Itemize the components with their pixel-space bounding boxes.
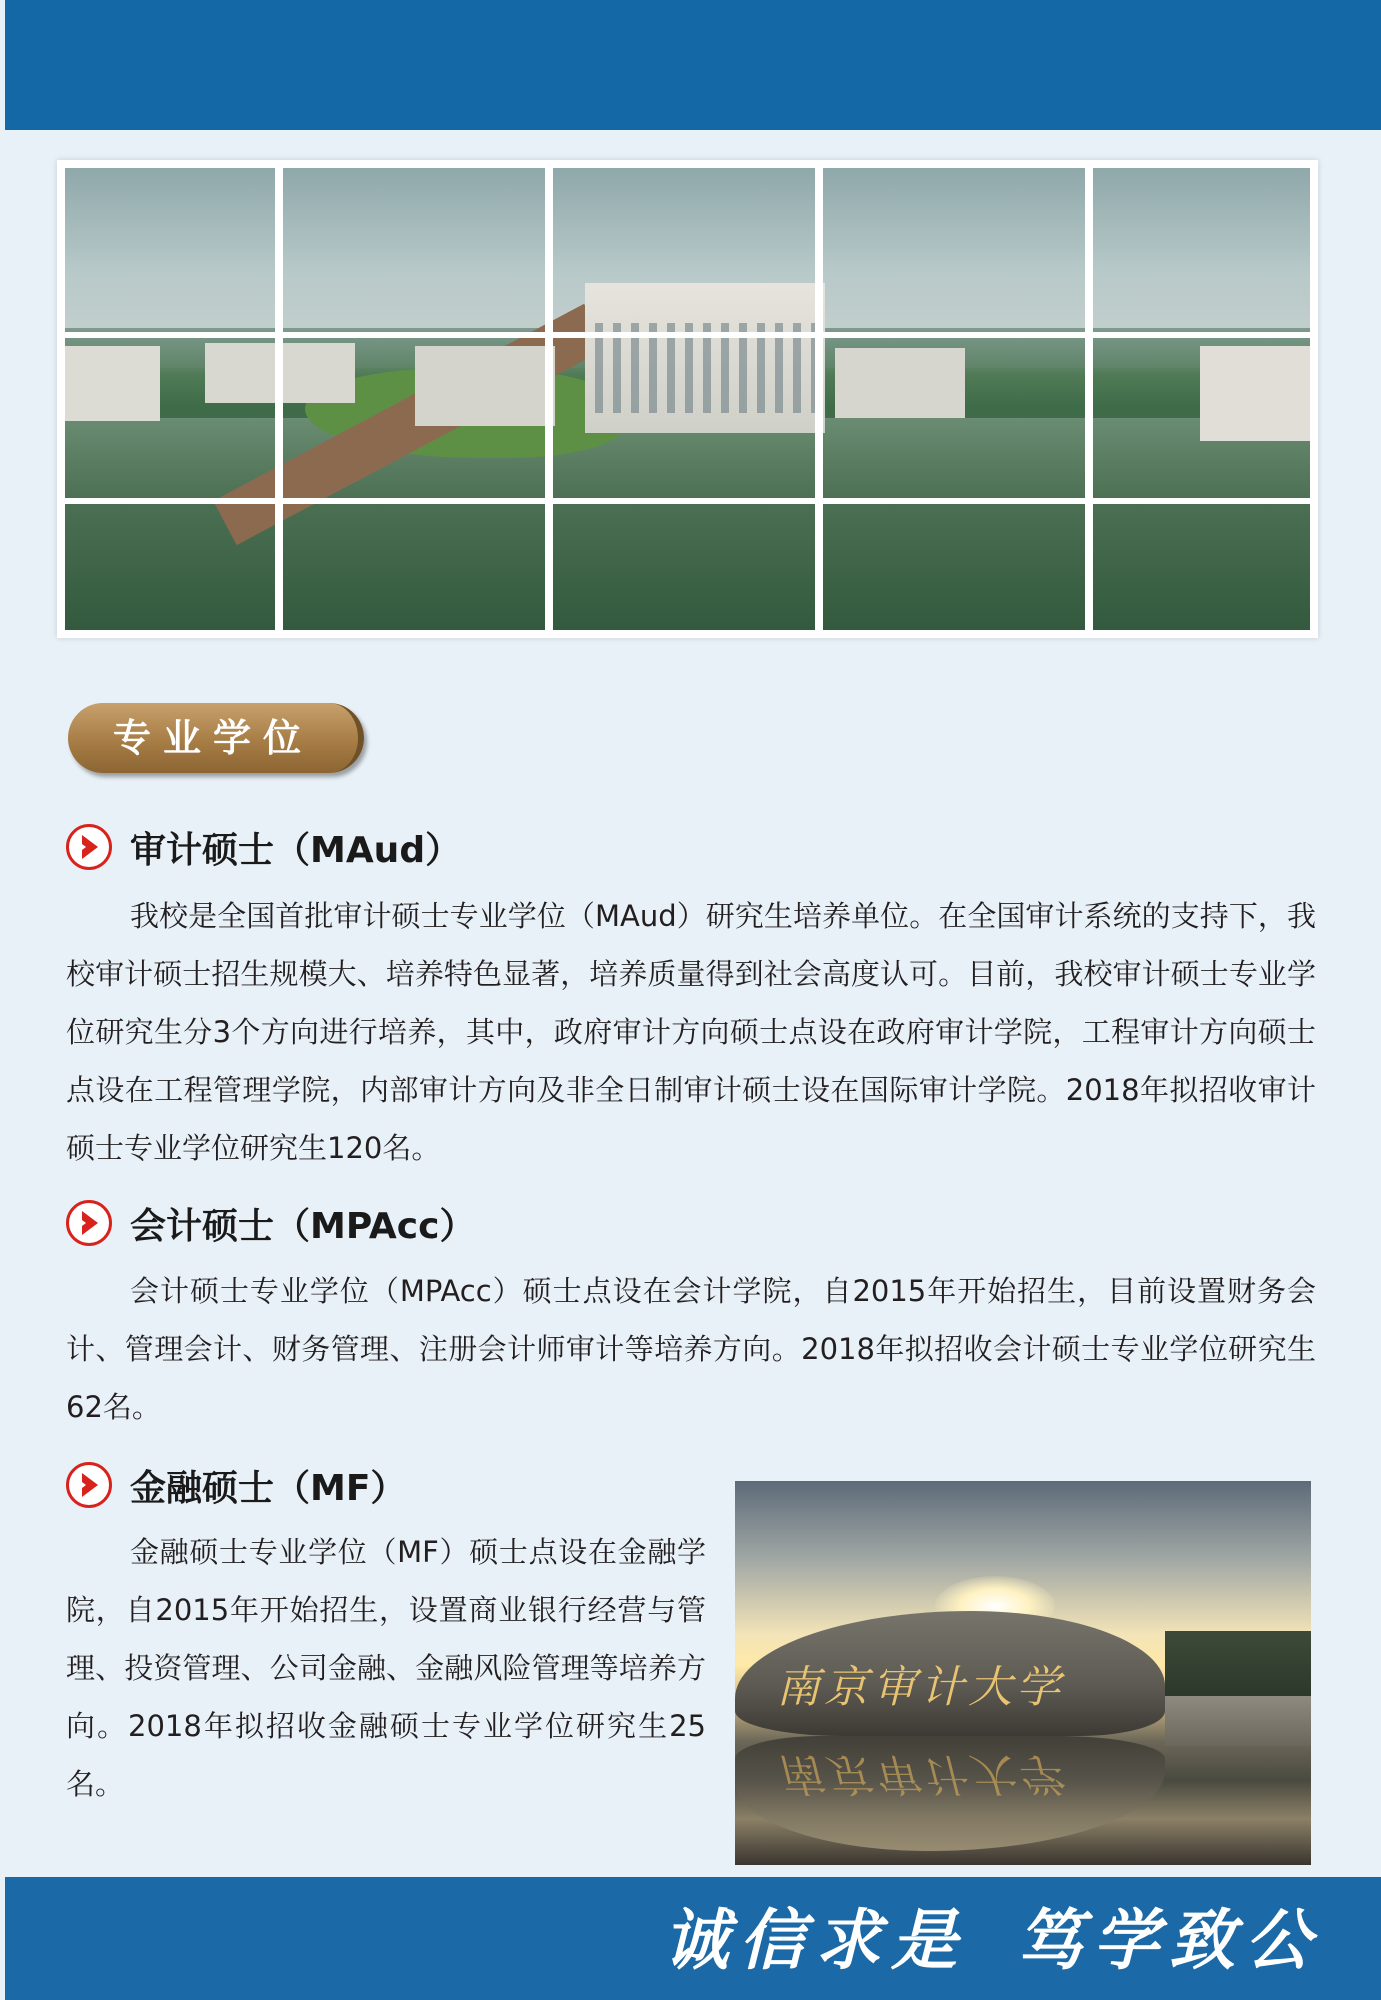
top-banner xyxy=(5,0,1381,130)
program-title: 会计硕士（MPAcc） xyxy=(130,1205,476,1247)
arrow-circle-icon xyxy=(66,1200,112,1246)
motto-part-1: 诚信求是 xyxy=(663,1901,967,1979)
program-description: 金融硕士专业学位（MF）硕士点设在金融学院，自2015年开始招生，设置商业银行经营与管理、投资管理、公司金融、金融风险管理等培养方向。2018年拟招收金融硕士专业学位研究生25名。 xyxy=(66,1535,706,1801)
arrow-circle-icon xyxy=(66,1462,112,1508)
motto-part-2: 笃学致公 xyxy=(1017,1901,1321,1979)
program-description: 我校是全国首批审计硕士专业学位（MAud）研究生培养单位。在全国审计系统的支持下，我校审计硕士招生规模大、培养特色显著，培养质量得到社会高度认可。目前，我校审计硕士专业学位研究生分3个方向进行培养，其中，政府审计方向硕士点设在政府审计学院，工程审计方向硕士点设在工程管理学院，内部审计方向及非全日制审计硕士设在国际审计学院。2018年拟招收审计硕士专业学位研究生120名。 xyxy=(66,899,1316,1165)
program-title: 审计硕士（MAud） xyxy=(130,829,462,871)
program-heading-mf xyxy=(66,1455,406,1515)
stone-inscription: 南京审计大学 xyxy=(776,1662,1064,1713)
school-motto xyxy=(613,1895,1321,1985)
stone-inscription-reflection: 南京审计大学 xyxy=(776,1748,1064,1799)
university-stone-photo xyxy=(735,1481,1311,1865)
campus-panorama-photo xyxy=(57,160,1318,638)
program-description: 会计硕士专业学位（MPAcc）硕士点设在会计学院，自2015年开始招生，目前设置财务会计、管理会计、财务管理、注册会计师审计等培养方向。2018年拟招收会计硕士专业学位研究生62名。 xyxy=(66,1274,1316,1424)
campus-photo-image xyxy=(65,168,1310,630)
section-tag-professional-degrees: 专业学位 xyxy=(68,703,364,773)
footer-banner xyxy=(5,1877,1381,2000)
program-heading-maud xyxy=(66,817,461,877)
program-title: 金融硕士（MF） xyxy=(130,1467,407,1509)
program-heading-mpacc xyxy=(66,1193,475,1253)
arrow-circle-icon xyxy=(66,824,112,870)
